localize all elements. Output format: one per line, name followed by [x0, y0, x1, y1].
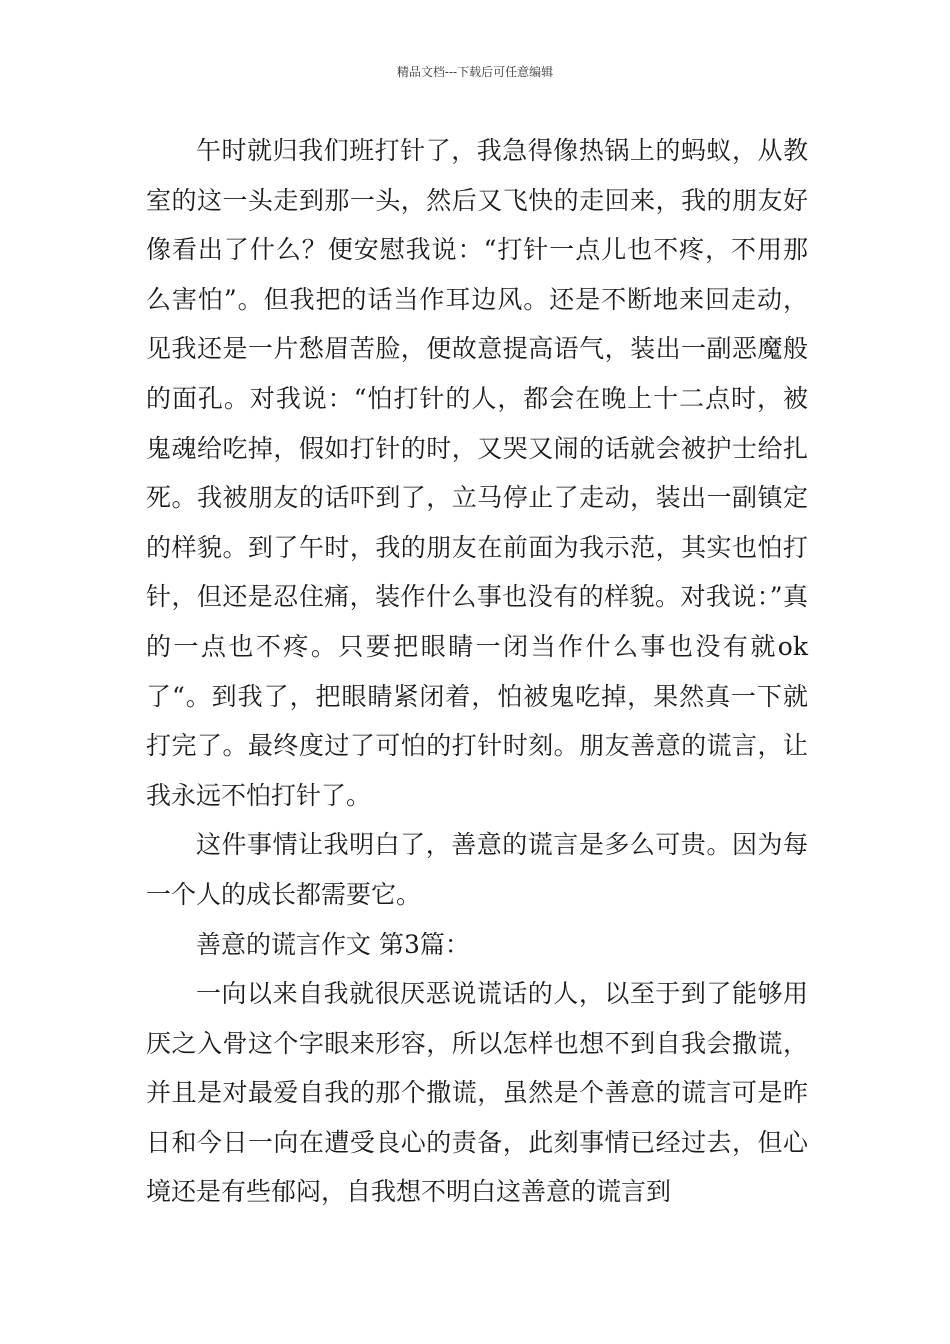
section-heading: 善意的谎言作文 第3篇：: [196, 929, 470, 959]
paragraph-2: 这件事情让我明白了，善意的谎言是多么可贵。因为每一个人的成长都需要它。: [146, 830, 808, 909]
paragraph-1: 午时就归我们班打针了，我急得像热锅上的蚂蚁，从教室的这一头走到那一头，然后又飞快的走回来，我的朋友好像看出了什么？便安慰我说：“打针一点儿也不疼，不用那么害怕”。但我把的话当作耳边风。还是不断地来回走动，见我还是一片愁眉苦脸，便故意提高语气，装出一副恶魔般的面孔。对我说：“怕打针的人，都会在晚上十二点时，被鬼魂给吃掉，假如打针的时，又哭又闹的话就会被护士给扎死。我被朋友的话吓到了，立马停止了走动，装出一副镇定的样貌。到了午时，我的朋友在前面为我示范，其实也怕打针，但还是忍住痛，装作什么事也没有的样貌。对我说：”真的一点也不疼。只要把眼睛一闭当作什么事也没有就ok了“。到我了，把眼睛紧闭着，怕被鬼吃掉，果然真一下就打完了。最终度过了可怕的打针时刻。朋友善意的谎言，让我永远不怕打针了。: [146, 136, 808, 810]
paragraph-3: 一向以来自我就很厌恶说谎话的人，以至于到了能够用厌之入骨这个字眼来形容，所以怎样也想不到自我会撒谎，并且是对最爱自我的那个撒谎，虽然是个善意的谎言可是昨日和今日一向在遭受良心的责备，此刻事情已经过去，但心境还是有些郁闷，自我想不明白这善意的谎言到: [146, 979, 808, 1207]
document-body: [146, 126, 808, 1217]
page-header: 精品文档---下载后可任意编辑: [396, 65, 554, 79]
